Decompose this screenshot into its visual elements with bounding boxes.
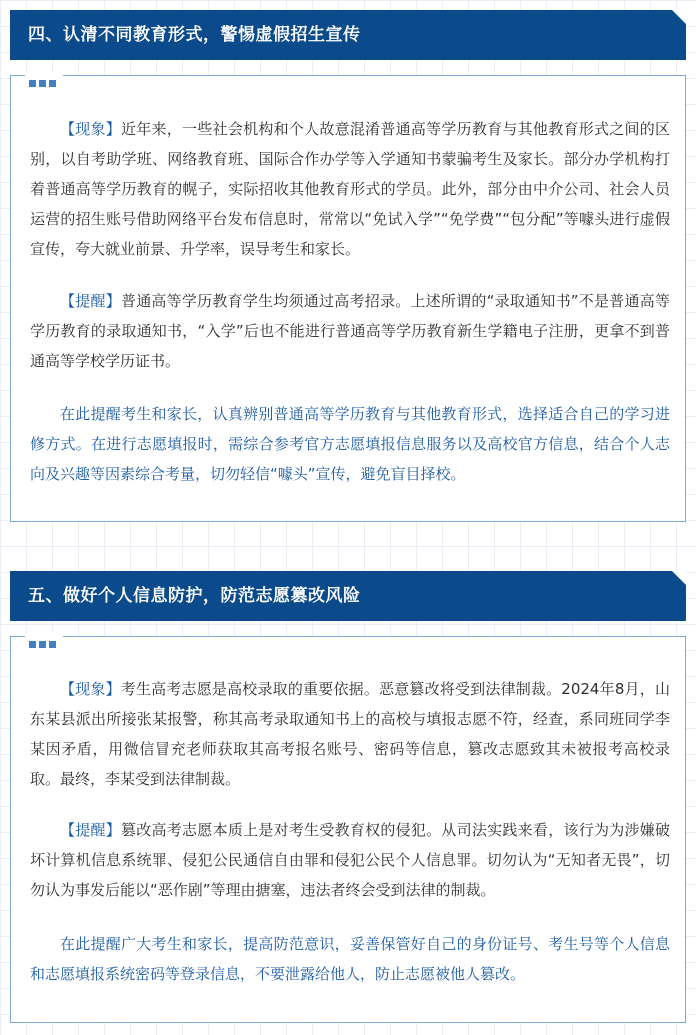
phenomenon-text: 近年来，一些社会机构和个人故意混淆普通高等学历教育与其他教育形式之间的区别，以自考助学班、网络教育班、国际合作办学等入学通知书蒙骗考生及家长。部分办学机构打着普通高等学历教育的幌子，实际招收其他教育形式的学员。此外，部分由中介公司、社会人员运营的招生账号借助网络平台发布信息时，常常以“免试入学”“免学费”“包分配”等噱头进行虚假宣传，夸大就业前景、升学率，误导考生和家长。 bbox=[30, 120, 670, 258]
section4-header bbox=[10, 10, 686, 60]
section5-advice: 在此提醒广大考生和家长，提高防范意识，妥善保管好自己的身份证号、考生号等个人信息和志愿填报系统密码等登录信息，不要泄露给他人，防止志愿被他人篡改。 bbox=[30, 935, 670, 983]
section5-phenomenon bbox=[30, 674, 670, 794]
section5-header bbox=[10, 571, 686, 621]
section4-title: 四、认清不同教育形式，警惕虚假招生宣传 bbox=[28, 25, 361, 45]
phenomenon-tag: 【现象】 bbox=[60, 120, 122, 138]
section4-phenomenon bbox=[30, 114, 670, 264]
section5-card bbox=[10, 636, 686, 1023]
reminder-text: 篡改高考志愿本质上是对考生受教育权的侵犯。从司法实践来看，该行为为涉嫌破坏计算机信息系统罪、侵犯公民通信自由罪和侵犯公民个人信息罪。切勿认为“无知者无畏”，切勿认为事发后能以“恶作剧”等理由搪塞，违法者终会受到法律的制裁。 bbox=[30, 821, 670, 899]
reminder-tag: 【提醒】 bbox=[60, 292, 121, 310]
dash-decoration-icon bbox=[25, 72, 63, 80]
header-corner-decoration bbox=[672, 571, 686, 585]
reminder-text: 普通高等学历教育学生均须通过高考招录。上述所谓的“录取通知书”不是普通高等学历教育的录取通知书，“入学”后也不能进行普通高等学历教育新生学籍电子注册，更拿不到普通高等学校学历证书。 bbox=[30, 292, 670, 370]
header-corner-decoration bbox=[672, 10, 686, 24]
section5-title: 五、做好个人信息防护，防范志愿篡改风险 bbox=[28, 586, 361, 606]
dash-decoration-icon bbox=[25, 633, 63, 641]
section4-card bbox=[10, 75, 686, 522]
section4-advice: 在此提醒考生和家长，认真辨别普通高等学历教育与其他教育形式，选择适合自己的学习进修方式。在进行志愿填报时，需综合参考官方志愿填报信息服务以及高校官方信息，结合个人志向及兴趣等因素综合考量，切勿轻信“噱头”宣传，避免盲目择校。 bbox=[30, 405, 670, 483]
section5-reminder bbox=[30, 815, 670, 905]
phenomenon-tag: 【现象】 bbox=[60, 680, 121, 698]
reminder-tag: 【提醒】 bbox=[60, 821, 122, 839]
section4-reminder bbox=[30, 286, 670, 376]
phenomenon-text: 考生高考志愿是高校录取的重要依据。恶意篡改将受到法律制裁。2024年8月，山东某县派出所接张某报警，称其高考录取通知书上的高校与填报志愿不符，经查，系同班同学李某因矛盾，用微信冒充老师获取其高考报名账号、密码等信息，篡改志愿致其未被报考高校录取。最终，李某受到法律制裁。 bbox=[30, 680, 670, 788]
